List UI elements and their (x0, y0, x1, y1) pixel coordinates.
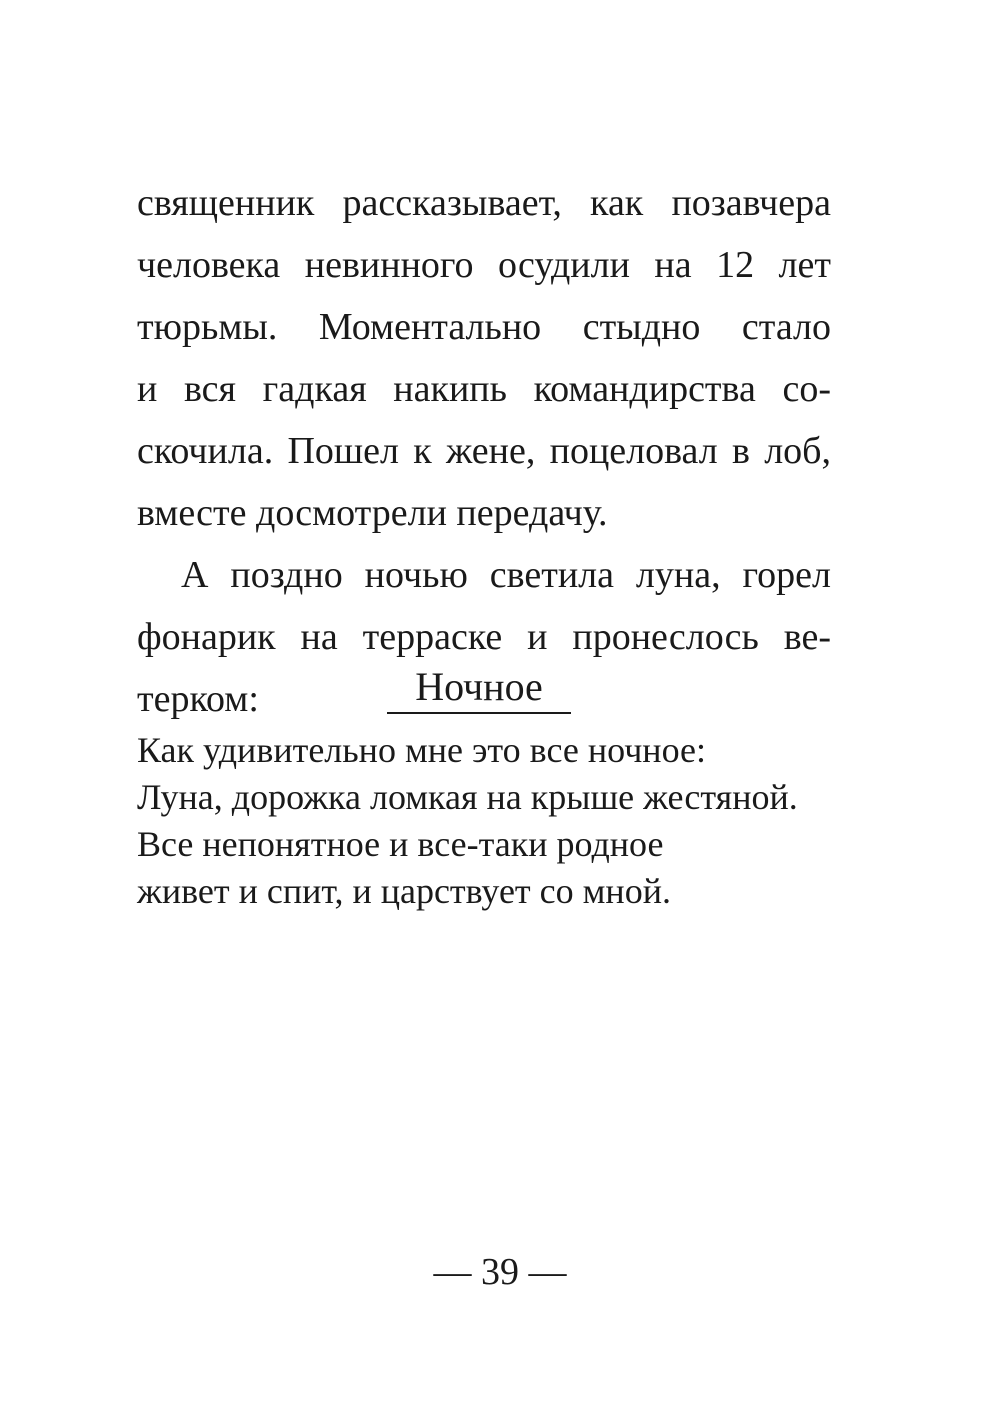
poem-stanza (137, 727, 857, 915)
prose-line: священник рассказывает, как позавчера (137, 182, 831, 224)
prose-line: фонарик на терраске и пронеслось ве- (137, 616, 831, 658)
prose-line: человека невинного осудили на 12 лет (137, 244, 831, 286)
poem-title: Ночное (415, 664, 543, 709)
prose-line: вместе досмотрели передачу. (137, 492, 608, 534)
prose-line: А поздно ночью светила луна, горел (181, 554, 831, 596)
prose-line: тюрьмы. Моментально стыдно стало (137, 306, 831, 348)
page-number: — 39 — (433, 1251, 567, 1293)
prose-line: скочила. Пошел к жене, поцеловал в лоб, (137, 430, 831, 472)
prose-line: и вся гадкая накипь командирства со- (137, 368, 831, 410)
title-underline (387, 712, 571, 714)
poem-verse: живет и спит, и царствует со мной. (137, 871, 671, 911)
poem-verse: Луна, дорожка ломкая на крыше жестяной. (137, 777, 798, 817)
poem-verse: Все непонятное и все-таки родное (137, 824, 664, 864)
prose-line: терком: (137, 678, 259, 720)
prose-paragraphs (137, 172, 831, 730)
poem-verse: Как удивительно мне это все ночное: (137, 730, 706, 770)
